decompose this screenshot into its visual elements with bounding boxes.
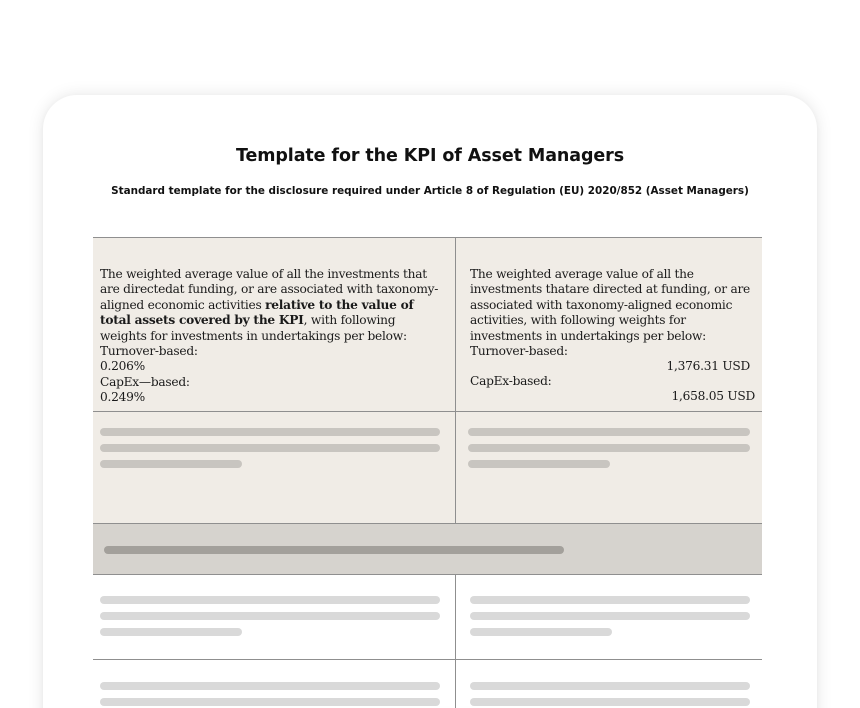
left-intro-text: The weighted average value of all the investments that are directedat funding, or are associated with taxonomy-aligned economic activities [100, 267, 439, 312]
placeholder-line [468, 444, 750, 452]
placeholder-line [100, 460, 242, 468]
placeholder-line [100, 596, 440, 604]
right-cell-text [470, 267, 755, 359]
left-turnover-value: 0.206% [100, 359, 145, 374]
placeholder-line [100, 698, 440, 706]
column-divider [455, 574, 456, 708]
right-capex-amount: 1,658.05 USD [671, 389, 755, 403]
placeholder-line [470, 698, 750, 706]
column-divider [455, 237, 456, 523]
right-intro-text: The weighted average value of all the investments thatare directed at funding, or are associated with taxonomy-aligned economic activities, with following weights for investments in undertakings per below: [470, 267, 751, 343]
placeholder-line [100, 612, 440, 620]
left-capex-value: 0.249% [100, 390, 145, 405]
row-divider [93, 411, 762, 412]
document-subtitle: Standard template for the disclosure required under Article 8 of Regulation (EU) 2020/852 (Asset Managers) [111, 185, 749, 197]
row-divider [93, 523, 762, 524]
left-intro-bold: relative to the value of total assets covered by the KPI [100, 297, 414, 328]
left-intro-tail: , with following weights for investments in undertakings per below: [100, 313, 407, 343]
right-turnover-amount: 1,376.31 USD [666, 359, 750, 373]
document-title: Template for the KPI of Asset Managers [235, 146, 625, 166]
placeholder-line [470, 682, 750, 690]
placeholder-line [470, 628, 612, 636]
placeholder-line [470, 596, 750, 604]
right-turnover-label: Turnover-based: [470, 344, 568, 359]
left-cell-text [100, 267, 445, 406]
placeholder-line [100, 444, 440, 452]
placeholder-line [468, 460, 610, 468]
placeholder-line [100, 628, 242, 636]
placeholder-line [100, 428, 440, 436]
placeholder-line [100, 682, 440, 690]
placeholder-section-heading [104, 546, 564, 554]
left-turnover-label: Turnover-based: [100, 344, 198, 359]
placeholder-line [468, 428, 750, 436]
placeholder-line [470, 612, 750, 620]
left-capex-label: CapEx—based: [100, 374, 190, 389]
table-top-border [93, 237, 762, 238]
right-capex-label: CapEx-based: [470, 374, 552, 388]
row-divider [93, 574, 762, 575]
row-divider [93, 659, 762, 660]
